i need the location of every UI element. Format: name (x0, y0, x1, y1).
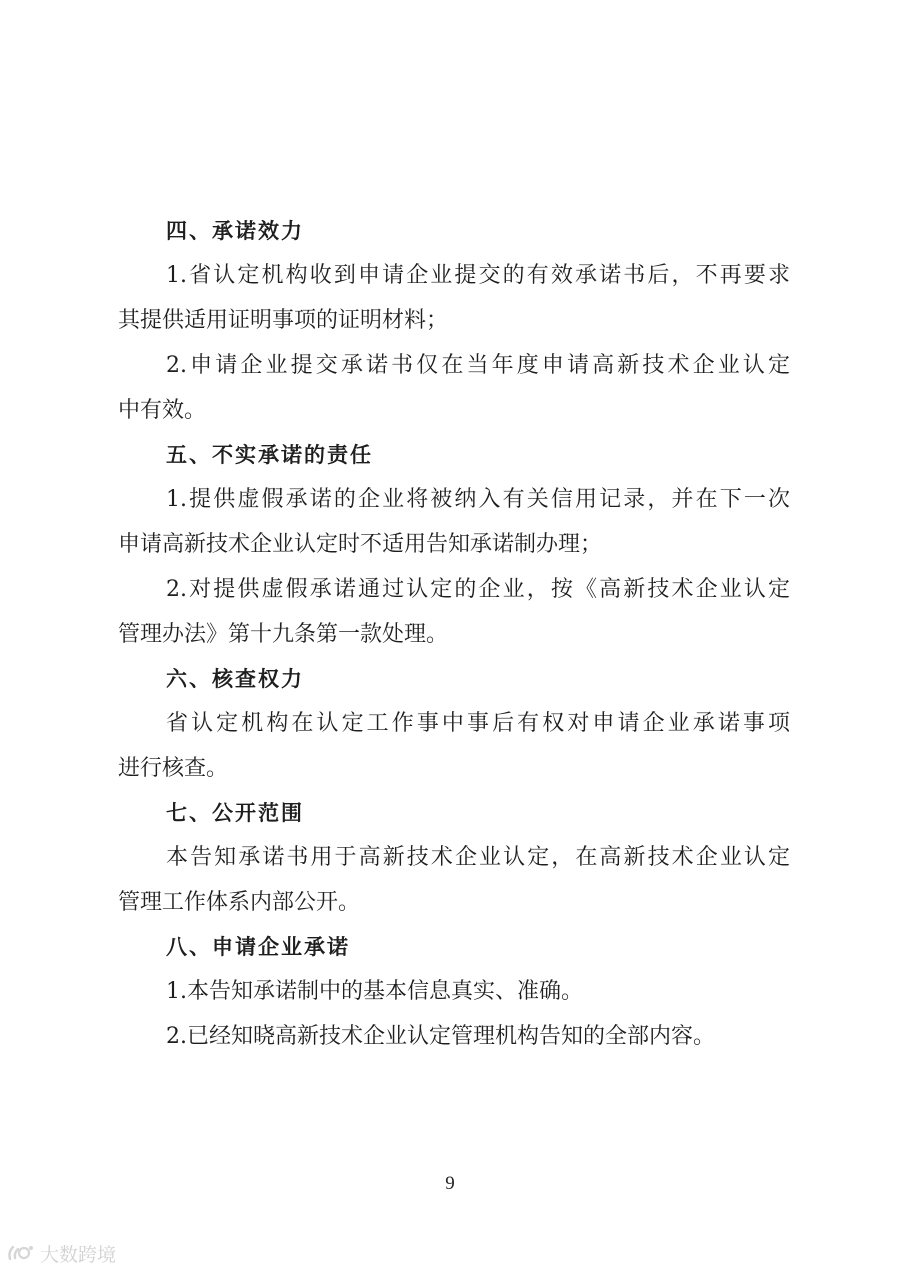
paragraph (118, 969, 790, 1014)
paragraph-line: 2.已经知晓高新技术企业认定管理机构告知的全部内容。 (166, 1024, 715, 1049)
document-body (118, 209, 790, 1059)
paragraph-line: 本告知承诺书用于高新技术企业认定，在高新技术企业认定 (166, 845, 790, 870)
paragraph-line: 省认定机构在认定工作事中事后有权对申请企业承诺事项 (166, 711, 790, 736)
watermark (6, 1240, 116, 1266)
paragraph (118, 567, 790, 657)
paragraph-line: 管理工作体系内部公开。 (118, 890, 361, 915)
paragraph-line: 中有效。 (118, 398, 207, 423)
paragraph-line: 2.申请企业提交承诺书仅在当年度申请高新技术企业认定 (166, 353, 790, 378)
paragraph (118, 835, 790, 925)
page-number: 9 (445, 1173, 455, 1194)
paragraph (118, 1014, 790, 1059)
paragraph-line: 申请高新技术企业认定时不适用告知承诺制办理； (118, 532, 603, 557)
watermark-text: 大数跨境 (40, 1243, 117, 1266)
paragraph-line: 进行核查。 (118, 756, 229, 781)
paragraph-line: 其提供适用证明事项的证明材料； (118, 308, 449, 333)
paragraph (118, 253, 790, 343)
paragraph-line: 1.省认定机构收到申请企业提交的有效承诺书后，不再要求 (166, 263, 790, 288)
paragraph-line: 1.提供虚假承诺的企业将被纳入有关信用记录，并在下一次 (166, 487, 790, 512)
paragraph-line: 管理办法》第十九条第一款处理。 (118, 622, 449, 647)
section-heading: 七、公开范围 (166, 801, 304, 825)
section-heading: 八、申请企业承诺 (166, 935, 350, 959)
section-heading: 五、不实承诺的责任 (166, 443, 373, 467)
paragraph (118, 343, 790, 433)
brand-logo-icon (6, 1242, 36, 1264)
paragraph (118, 477, 790, 567)
section-heading: 四、承诺效力 (166, 219, 304, 243)
paragraph (118, 701, 790, 791)
paragraph-line: 2.对提供虚假承诺通过认定的企业，按《高新技术企业认定 (166, 577, 790, 602)
section-heading: 六、核查权力 (166, 667, 304, 691)
paragraph-line: 1.本告知承诺制中的基本信息真实、准确。 (166, 979, 583, 1004)
